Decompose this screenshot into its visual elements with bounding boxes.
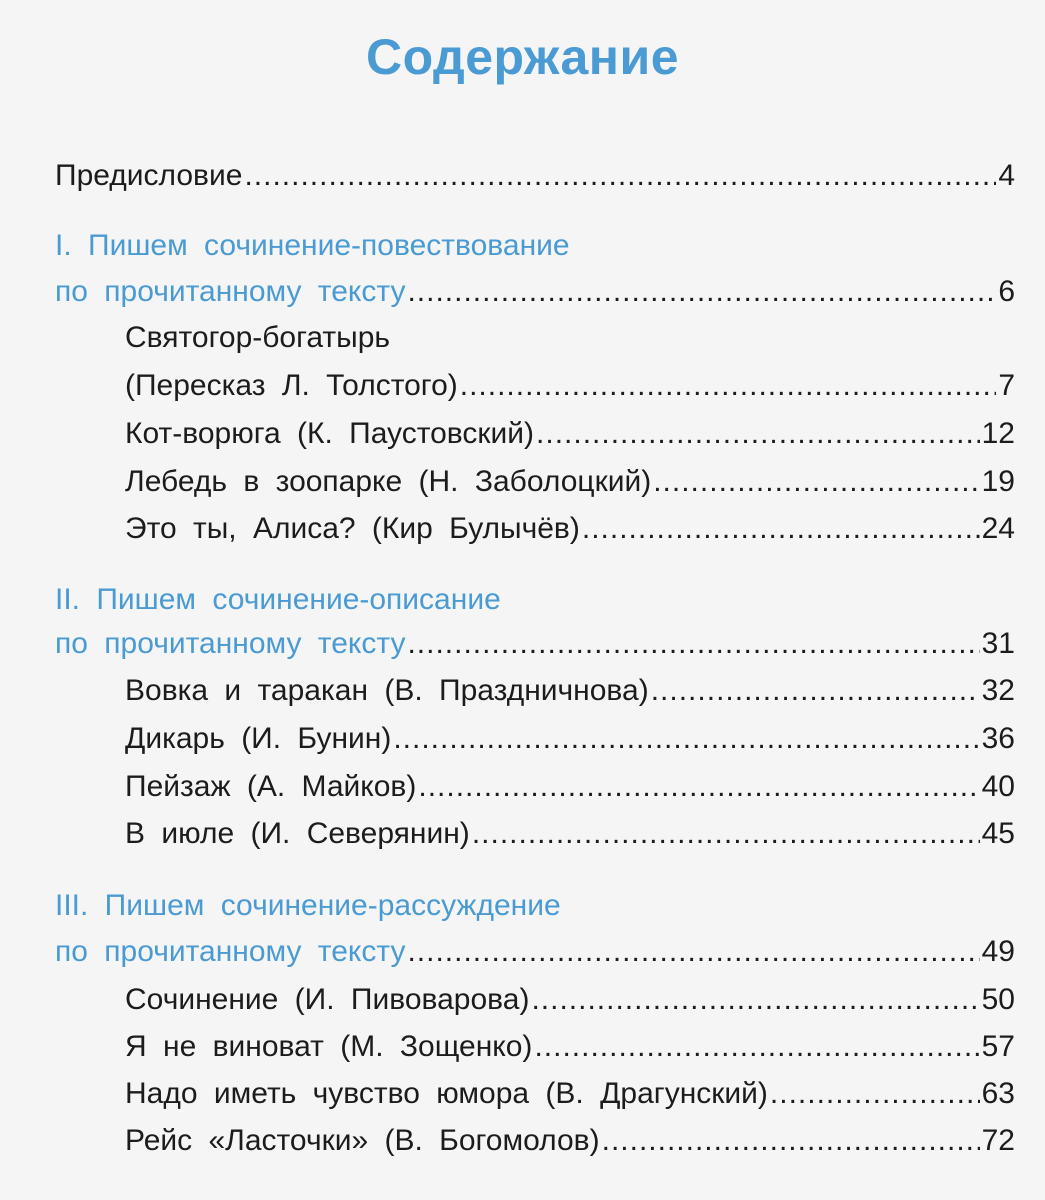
leader-dots bbox=[407, 624, 979, 664]
toc-entry[interactable] bbox=[125, 814, 1015, 854]
toc-entry-label: Кот-ворюга (К. Паустовский) bbox=[125, 417, 535, 450]
toc-entry-label: Вовка и таракан (В. Праздничнова) bbox=[125, 674, 649, 707]
toc-entry-page: 40 bbox=[981, 770, 1015, 803]
toc-entry-label: (Пересказ Л. Толстого) bbox=[125, 369, 458, 402]
leader-dots bbox=[536, 414, 980, 454]
toc-entry[interactable] bbox=[125, 980, 1015, 1020]
section-heading-1-cont[interactable] bbox=[55, 272, 1015, 312]
toc-entry-label: Надо иметь чувство юмора (В. Драгунский) bbox=[125, 1077, 768, 1110]
leader-dots bbox=[534, 1027, 979, 1067]
section-heading-2[interactable]: II. Пишем сочинение-описание bbox=[55, 583, 501, 616]
section-heading-label: по прочитанному тексту bbox=[55, 935, 406, 968]
section-heading-3[interactable]: III. Пишем сочинение-рассуждение bbox=[55, 889, 561, 922]
leader-dots bbox=[582, 509, 980, 549]
leader-dots bbox=[651, 671, 980, 711]
toc-entry[interactable] bbox=[125, 671, 1015, 711]
toc-entry-label: Лебедь в зоопарке (Н. Заболоцкий) bbox=[125, 465, 652, 498]
toc-entry-page: 45 bbox=[981, 817, 1015, 850]
toc-entry[interactable]: Святогор-богатырь bbox=[125, 321, 391, 354]
toc-entry-page: 57 bbox=[981, 1030, 1015, 1063]
leader-dots bbox=[602, 1121, 980, 1161]
leader-dots bbox=[244, 156, 996, 196]
leader-dots bbox=[472, 814, 980, 854]
toc-entry-page: 63 bbox=[981, 1077, 1015, 1110]
toc-entry[interactable] bbox=[125, 1027, 1015, 1067]
toc-entry-page: 49 bbox=[981, 935, 1015, 968]
leader-dots bbox=[418, 767, 979, 807]
toc-entry-label: Рейс «Ласточки» (В. Богомолов) bbox=[125, 1124, 600, 1157]
toc-entry[interactable] bbox=[125, 1121, 1015, 1161]
toc-entry-preface[interactable] bbox=[55, 156, 1015, 196]
toc-entry-label: В июле (И. Северянин) bbox=[125, 817, 470, 850]
toc-entry-label: Это ты, Алиса? (Кир Булычёв) bbox=[125, 512, 580, 545]
toc-entry-page: 6 bbox=[998, 275, 1015, 308]
toc-entry[interactable] bbox=[125, 1074, 1015, 1114]
toc-entry-label: Дикарь (И. Бунин) bbox=[125, 722, 392, 755]
toc-entry[interactable] bbox=[125, 767, 1015, 807]
section-heading-2-cont[interactable] bbox=[55, 624, 1015, 664]
toc-entry-page: 4 bbox=[998, 159, 1015, 192]
section-heading-label: по прочитанному тексту bbox=[55, 627, 406, 660]
toc-entry[interactable] bbox=[125, 414, 1015, 454]
toc-entry-label: Сочинение (И. Пивоварова) bbox=[125, 983, 530, 1016]
toc-entry[interactable] bbox=[125, 366, 1015, 406]
leader-dots bbox=[407, 272, 996, 312]
toc-entry-page: 31 bbox=[981, 627, 1015, 660]
toc-entry[interactable] bbox=[125, 719, 1015, 759]
section-heading-1[interactable]: I. Пишем сочинение-повествование bbox=[55, 229, 570, 262]
toc-entry-label: Предисловие bbox=[55, 159, 243, 192]
page-title: Содержание bbox=[365, 29, 680, 85]
toc-entry[interactable] bbox=[125, 462, 1015, 502]
leader-dots bbox=[653, 462, 979, 502]
leader-dots bbox=[770, 1074, 980, 1114]
toc-entry-page: 72 bbox=[981, 1124, 1015, 1157]
leader-dots bbox=[407, 932, 979, 972]
leader-dots bbox=[393, 719, 979, 759]
section-heading-label: по прочитанному тексту bbox=[55, 275, 406, 308]
toc-entry-page: 7 bbox=[998, 369, 1015, 402]
leader-dots bbox=[460, 366, 997, 406]
toc-entry-page: 12 bbox=[981, 417, 1015, 450]
toc-entry-label: Пейзаж (А. Майков) bbox=[125, 770, 417, 803]
toc-entry[interactable] bbox=[125, 509, 1015, 549]
section-heading-3-cont[interactable] bbox=[55, 932, 1015, 972]
toc-entry-label: Я не виноват (М. Зощенко) bbox=[125, 1030, 533, 1063]
toc-entry-page: 50 bbox=[981, 983, 1015, 1016]
leader-dots bbox=[531, 980, 979, 1020]
toc-entry-page: 24 bbox=[981, 512, 1015, 545]
toc-entry-page: 19 bbox=[981, 465, 1015, 498]
toc-entry-page: 36 bbox=[981, 722, 1015, 755]
toc-entry-page: 32 bbox=[981, 674, 1015, 707]
